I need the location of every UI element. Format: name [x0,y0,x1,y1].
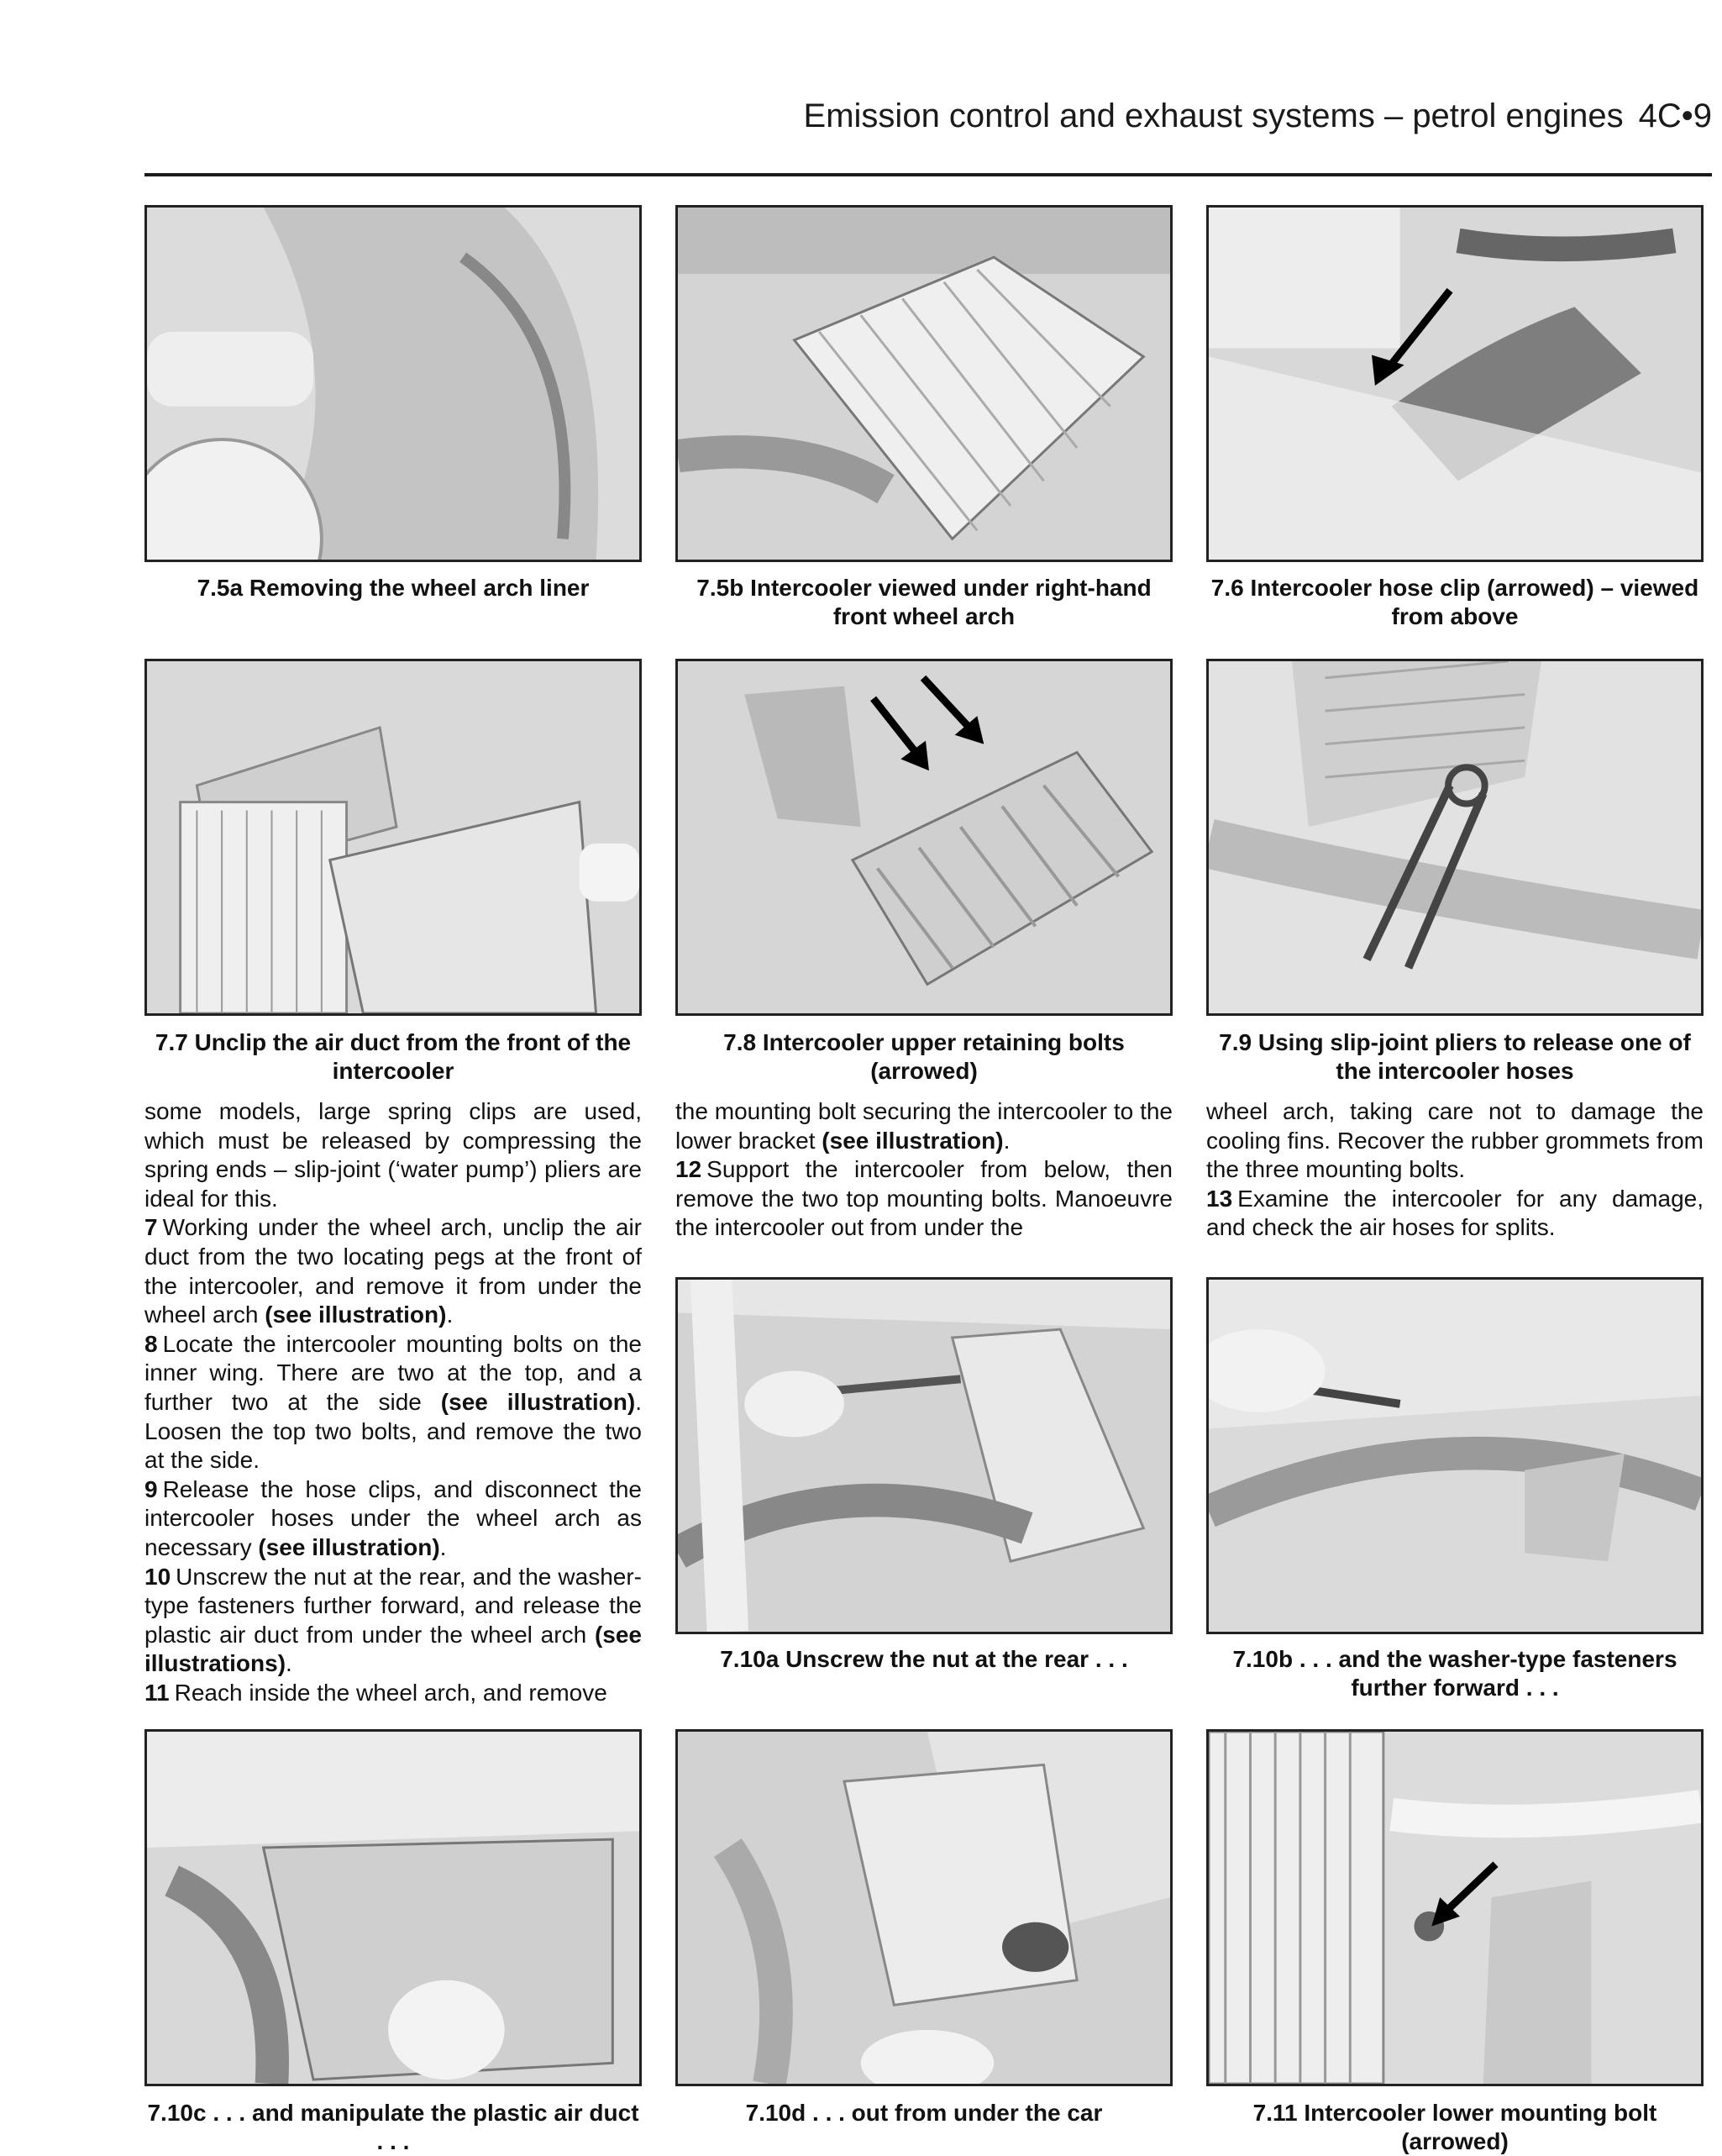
step-text-end: . [439,1533,447,1560]
step-text-end: . [446,1301,454,1328]
caption-7-5b: 7.5b Intercooler viewed under right-hand front wheel arch [696,575,1152,629]
step-number: 13 [1206,1185,1233,1212]
illustration-ref: (see illustration) [822,1127,1004,1154]
photo-7-5a [144,205,642,562]
step-10 [144,1563,642,1679]
caption-7-10d: 7.10d . . . out from under the car [745,2100,1103,2126]
step-text: Release the hose clips, and disconnect the intercooler hoses under the wheel arch as necessary [144,1475,642,1560]
paragraph-continued: wheel arch, taking care not to damage the cooling fins. Recover the rubber grommets from the three mounting bolts. [1206,1098,1704,1183]
photo-7-10b [1206,1277,1704,1634]
caption-7-10c: 7.10c . . . and manipulate the plastic air duct . . . [147,2100,639,2154]
photo-7-9 [1206,659,1704,1016]
step-text-end: . [286,1650,292,1677]
step-number: 8 [144,1330,158,1357]
step-text: Examine the intercooler for any damage, and check the air hoses for splits. [1206,1185,1704,1241]
text-column-3 [1206,1097,1704,1243]
caption-7-10b: 7.10b . . . and the washer-type fasteners further forward . . . [1232,1646,1677,1701]
continued-text-end: . [1003,1127,1011,1154]
caption-7-6: 7.6 Intercooler hose clip (arrowed) – viewed from above [1210,575,1699,629]
photo-7-10a [675,1277,1173,1634]
step-11 [144,1679,642,1708]
caption-7-5a: 7.5a Removing the wheel arch liner [197,575,590,601]
photo-7-6 [1206,205,1704,562]
photo-7-11 [1206,1729,1704,2086]
photo-7-7 [144,659,642,1016]
caption-7-10a: 7.10a Unscrew the nut at the rear . . . [720,1646,1128,1672]
step-8 [144,1330,642,1475]
step-text: Unscrew the nut at the rear, and the washer-type fasteners further forward, and release the plastic air duct from under the wheel arch [144,1563,642,1648]
step-number: 11 [144,1679,170,1706]
caption-7-7: 7.7 Unclip the air duct from the front of the intercooler [155,1029,632,1084]
photo-7-10c [144,1729,642,2086]
step-9 [144,1475,642,1563]
step-number: 10 [144,1563,171,1590]
step-number: 12 [675,1156,702,1183]
illustration-ref: (see illustration) [265,1301,447,1328]
header-title: Emission control and exhaust systems – petrol engines [803,97,1624,134]
illustration-ref: (see illustrations) [144,1621,642,1677]
text-column-1 [144,1097,642,1707]
step-12 [675,1155,1173,1243]
step-13 [1206,1185,1704,1243]
step-text: Reach inside the wheel arch, and remove [174,1679,607,1706]
caption-7-9: 7.9 Using slip-joint pliers to release one of the intercooler hoses [1219,1029,1691,1084]
caption-7-11: 7.11 Intercooler lower mounting bolt (arrowed) [1252,2100,1657,2154]
caption-7-8: 7.8 Intercooler upper retaining bolts (arrowed) [723,1029,1125,1084]
page-number: 4C•9 [1638,97,1712,134]
step-text-end: . Loosen the top two bolts, and remove the two at the side. [144,1388,642,1474]
header-rule [144,173,1712,176]
step-number: 7 [144,1214,158,1241]
illustration-ref: (see illustration) [440,1388,636,1415]
text-column-2 [675,1097,1173,1243]
paragraph-intro: some models, large spring clips are used, which must be released by compressing the spring ends – slip-joint (‘water pump’) pliers are ideal for this. [144,1098,642,1212]
photo-7-8 [675,659,1173,1016]
continued-text: the mounting bolt securing the intercooler to the lower bracket [675,1098,1173,1154]
running-header [144,99,1712,133]
step-text: Working under the wheel arch, unclip the air duct from the two locating pegs at the front of the intercooler, and remove it from under the wheel arch [144,1214,642,1328]
photo-7-5b [675,205,1173,562]
photo-7-10d [675,1729,1173,2086]
paragraph-continued [675,1097,1173,1155]
step-text: Locate the intercooler mounting bolts on the inner wing. There are two at the top, and a further two at the side [144,1330,642,1415]
step-7 [144,1213,642,1329]
step-number: 9 [144,1475,158,1502]
step-text: Support the intercooler from below, then remove the two top mounting bolts. Manoeuvre the intercooler out from under the [675,1156,1173,1241]
illustration-ref: (see illustration) [258,1533,440,1560]
